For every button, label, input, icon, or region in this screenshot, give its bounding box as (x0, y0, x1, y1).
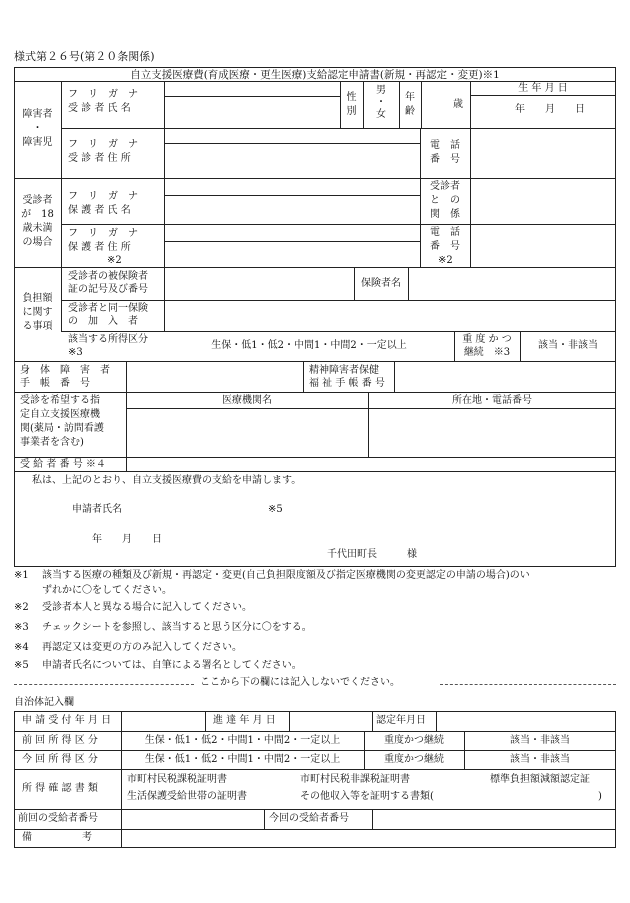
curr-income-options[interactable]: 生保・低1・低2・中間1・中間2・一定以上 (144, 754, 341, 765)
note-mark: ※1 (14, 570, 29, 581)
income-doc-close: ) (598, 791, 602, 802)
addressee: 千代田町長 様 (327, 549, 417, 560)
applicant-name-label: 申請者氏名 (72, 504, 122, 515)
sex-label: 性 別 (346, 92, 357, 117)
insurer-label: 保険者名 (361, 278, 401, 289)
age-label: 年 齢 (405, 92, 415, 117)
patient-address-label: フ リ ガ ナ 受 診 者 住 所 (68, 139, 138, 164)
curr-severe-options[interactable]: 該当・非該当 (510, 754, 570, 765)
birthdate-ymd: 年 月 日 (515, 104, 585, 115)
note-mark: ※3 (14, 622, 29, 633)
guardian-address-note: ※2 (107, 255, 122, 266)
income-doc-option[interactable]: 市町村民税課税証明書 (127, 774, 227, 785)
recipient-number-label: 受 給 者 番 号 ※４ (20, 459, 106, 470)
mental-handbook-label: 精神障害者保健 福 祉 手 帳 番 号 (309, 365, 385, 389)
form-number: 様式第２６号(第２０条関係) (14, 50, 155, 63)
divider-line-right (440, 684, 616, 685)
guardian-phone-note: ※2 (438, 255, 453, 266)
institution-address-header: 所在地・電話番号 (452, 395, 532, 406)
severe-options[interactable]: 該当・非該当 (538, 340, 598, 351)
note-mark: ※4 (14, 642, 29, 653)
note-text: 該当する医療の種類及び新規・再認定・変更(自己負担限度額及び指定医療機関の変更認定の申請の場合)のい (42, 570, 530, 581)
insurance-number-label: 受診者の被保険者 証の記号及び番号 (68, 271, 148, 295)
divider-line-left (14, 684, 194, 685)
sent-date-label: 進 達 年 月 日 (213, 715, 276, 726)
guardian-relation-label: 受診者 と の 関 係 (430, 181, 460, 220)
curr-severe-label: 重度かつ継続 (384, 754, 444, 765)
patient-group-label: 障害者 ・ 障害児 (22, 109, 53, 148)
curr-recipient-label: 今回の受給者番号 (269, 813, 349, 824)
guardian-group-label: 受診者 が 18 歳未満 の場合 (21, 195, 54, 248)
income-options[interactable]: 生保・低1・低2・中間1・中間2・一定以上 (211, 340, 407, 351)
birthdate-label: 生 年 月 日 (518, 83, 568, 94)
institution-name-header: 医療機関名 (222, 395, 272, 406)
institution-label: 受診を希望する指 定自立支援医療機 関(薬局・訪問看護 事業者を含む) (20, 395, 104, 448)
burden-group-label: 負担額 に関す る事項 (22, 293, 53, 332)
applicant-note: ※5 (268, 504, 283, 515)
severe-continuous-label: 重 度 か つ 継続 ※3 (462, 334, 512, 358)
age-unit: 歳 (453, 99, 463, 110)
divider-text: ここから下の欄には記入しないでください。 (200, 677, 400, 688)
prev-income-options[interactable]: 生保・低1・低2・中間1・中間2・一定以上 (144, 735, 341, 746)
office-heading: 自治体記入欄 (14, 697, 74, 708)
received-date-label: 申 請 受 付 年 月 日 (22, 715, 112, 726)
same-insurance-label: 受診者と同一保険 の 加 入 者 (68, 303, 148, 327)
income-doc-option[interactable]: 標準負担額減額認定証 (490, 774, 590, 785)
note-text: ずれかに〇をしてください。 (42, 585, 172, 596)
remarks-label: 備 考 (22, 832, 92, 843)
declaration-statement: 私は、上記のとおり、自立支援医療費の支給を申請します。 (32, 475, 302, 486)
prev-recipient-label: 前回の受給者番号 (18, 813, 98, 824)
guardian-address-label: フ リ ガ ナ 保 護 者 住 所 (68, 228, 138, 253)
income-doc-option[interactable]: 市町村民税非課税証明書 (300, 774, 410, 785)
approved-date-label: 認定年月日 (376, 715, 426, 726)
physical-handbook-label: 身 体 障 害 者 手 帳 番 号 (20, 365, 110, 389)
patient-phone-label: 電 話 番 号 (430, 140, 460, 165)
note-mark: ※5 (14, 660, 29, 671)
prev-severe-options[interactable]: 該当・非該当 (510, 735, 570, 746)
prev-severe-label: 重度かつ継続 (384, 735, 444, 746)
prev-income-label: 前 回 所 得 区 分 (22, 735, 98, 746)
form-title: 自立支援医療費(育成医療・更生医療)支給認定申請書(新規・再認定・変更)※1 (130, 69, 500, 81)
note-text: 受診者本人と異なる場合に記入してください。 (42, 602, 252, 613)
note-text: 再認定又は変更の方のみ記入してください。 (42, 642, 242, 653)
income-doc-option[interactable]: 生活保護受給世帯の証明書 (127, 791, 247, 802)
sex-options[interactable]: 男 ・ 女 (376, 85, 386, 120)
income-docs-label: 所 得 確 認 書 類 (22, 783, 98, 794)
note-mark: ※2 (14, 602, 29, 613)
guardian-phone-label: 電 話 番 号 (430, 227, 460, 252)
declaration-date: 年 月 日 (92, 534, 162, 545)
note-text: チェックシートを参照し、該当すると思う区分に〇をする。 (42, 622, 312, 633)
income-doc-option[interactable]: その他収入等を証明する書類( (300, 791, 434, 802)
patient-name-label: フ リ ガ ナ 受 診 者 氏 名 (68, 89, 138, 114)
income-class-label: 該当する所得区分 ※3 (68, 334, 148, 358)
guardian-name-label: フ リ ガ ナ 保 護 者 氏 名 (68, 191, 138, 216)
note-text: 申請者氏名については、自筆による署名としてください。 (42, 660, 302, 671)
curr-income-label: 今 回 所 得 区 分 (22, 754, 98, 765)
